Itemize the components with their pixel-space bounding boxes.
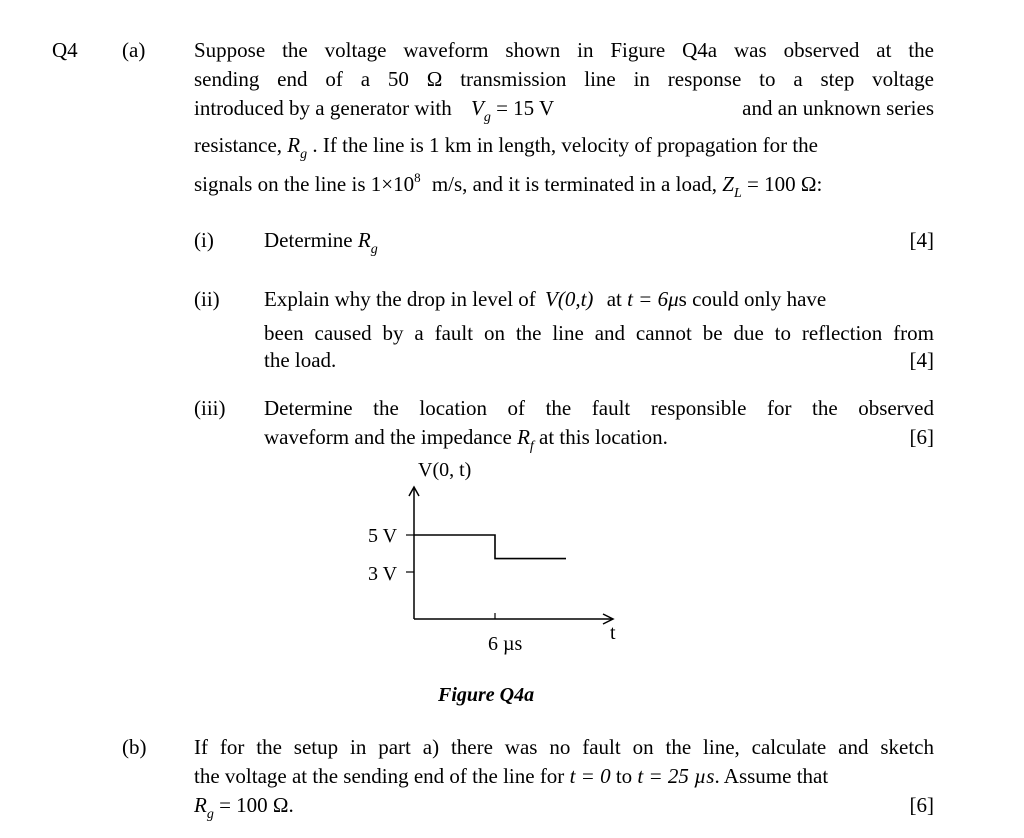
sub-iii-line-1: Determine the location of the fault responsible for the observed: [264, 396, 934, 420]
part-a-line-4-tail: . If the line is 1 km in length, velocity of propagation for the: [312, 133, 819, 157]
part-b-line-3: [194, 793, 294, 822]
tick-label-6us: 6 µs: [488, 633, 523, 655]
zl-expression: $Z_L = 100$ Ω:: [722, 172, 823, 201]
part-a-line-2: sending end of a 50 Ω transmission line in response to a step voltage: [194, 67, 934, 91]
part-b-line-2: the voltage at the sending end of the line for t = 0 to t = 25 µs. Assume that: [194, 764, 829, 788]
sub-ii-line-1: Explain why the drop in level of V(0,t) at t = 6μs could only have: [264, 287, 827, 311]
sub-iii-label: (iii): [194, 396, 226, 420]
part-b-line-1: If for the setup in part a) there was no fault on the line, calculate and sketch: [194, 735, 934, 759]
rf-symbol: $R_f$: [517, 425, 534, 454]
part-a-line-3-text: introduced by a generator with: [194, 96, 452, 120]
t-25us: t = 25 µs: [637, 764, 715, 788]
x-axis-label: t: [610, 622, 616, 644]
sub-i-label: (i): [194, 228, 214, 252]
y-axis-label: [418, 459, 471, 481]
part-a-line-4-text: resistance,: [194, 133, 283, 157]
sub-ii-marks: [4]: [909, 348, 934, 372]
sub-ii-line-2: been caused by a fault on the line and cannot be due to reflection from: [264, 321, 934, 345]
rg-symbol: $R_g$: [287, 133, 308, 162]
t-zero: t = 0: [569, 764, 611, 788]
tick-label-5v: 5 V: [368, 525, 398, 547]
part-a-label: (a): [122, 38, 146, 62]
sub-ii-line-3: the load.: [264, 348, 337, 372]
voltage-waveform: [414, 535, 566, 559]
sub-ii-label: (ii): [194, 287, 220, 311]
part-a-line-3-tail: and an unknown series: [742, 96, 934, 120]
vg-expression: $V_g = 15$ V: [471, 96, 555, 125]
t-expression: t = 6: [627, 287, 669, 311]
sub-i-marks: [4]: [909, 228, 934, 252]
rg-symbol-i: $R_g$: [357, 228, 378, 257]
part-b-marks: [6]: [909, 793, 934, 817]
rg-symbol-b: $R_g = 100$ Ω.: [194, 793, 294, 822]
question-number: Q4: [52, 38, 78, 62]
figure-caption: Figure Q4a: [438, 684, 535, 706]
sub-iii-marks: [6]: [909, 425, 934, 449]
tick-label-3v: 3 V: [368, 563, 398, 585]
part-a-line-5-mid: m/s, and it is terminated in a load,: [431, 172, 718, 196]
velocity-value: $1\times 10^8$: [370, 170, 421, 196]
part-a-line-5-text: signals on the line is: [194, 172, 366, 196]
v-expression: V(0,t): [545, 287, 594, 311]
sub-i-text: Determine $R_g$: [264, 228, 378, 257]
part-a-line-1: Suppose the voltage waveform shown in Figure Q4a was observed at the: [194, 38, 934, 62]
part-b-label: (b): [122, 735, 147, 759]
y-axis-label-text: V(0, t): [418, 459, 472, 481]
sub-iii-line-2: waveform and the impedance $R_f$ at this location.: [264, 425, 668, 454]
